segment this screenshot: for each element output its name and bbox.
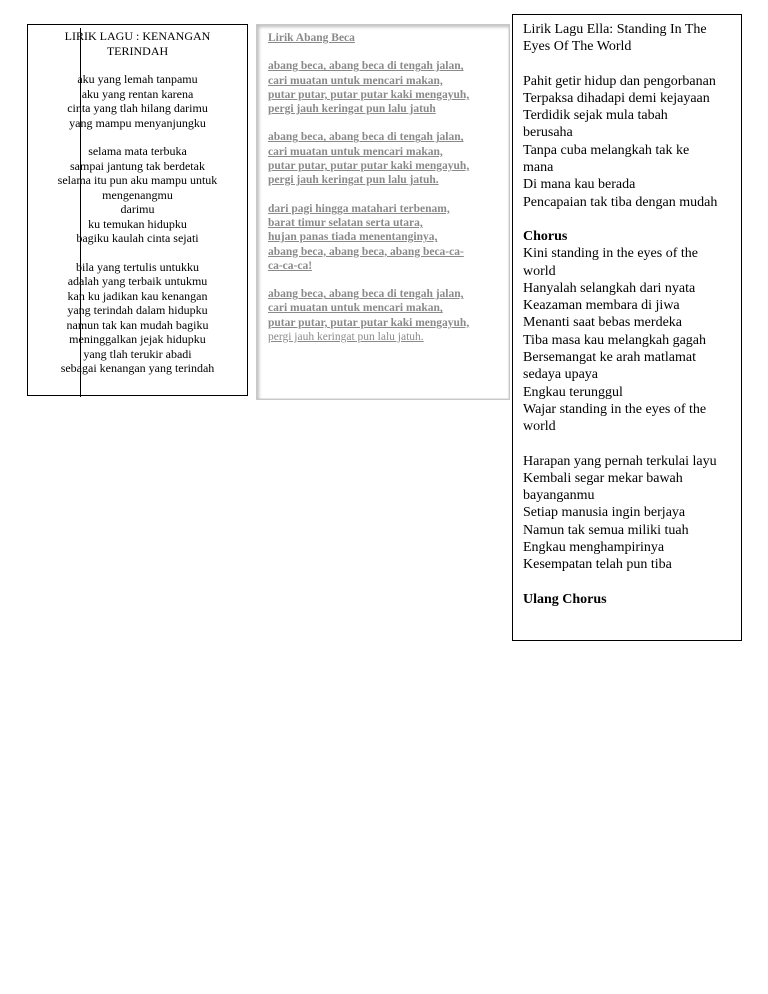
lyric-line: cari muatan untuk mencari makan,: [268, 302, 443, 315]
lyric-line: abang beca, abang beca di tengah jalan,: [268, 60, 464, 73]
lyric-line: yang mampu menyanjungku: [69, 115, 206, 130]
lyrics-box-abang-beca: [256, 24, 510, 400]
lyric-line: aku yang rentan karena: [81, 86, 194, 101]
lyric-line: Terdidik sejak mula tabah: [523, 108, 668, 124]
lyric-line: pergi jauh keringat pun lalu jatuh: [268, 103, 436, 116]
lyric-line: Tanpa cuba melangkah tak ke: [523, 142, 690, 158]
lyric-line: yang terindah dalam hidupku: [67, 303, 208, 317]
lyrics-title: [523, 21, 733, 56]
lyric-line: meninggalkan jejak hidupku: [69, 332, 206, 346]
lyric-line: Kesempatan telah pun tiba: [523, 557, 672, 573]
lyric-line: abang beca, abang beca, abang beca-ca-: [268, 245, 464, 258]
vertical-divider-line: [80, 28, 81, 397]
lyric-line: selama itu pun aku mampu untuk: [57, 173, 218, 187]
lyric-line: kan ku jadikan kau kenangan: [67, 288, 208, 303]
stanza: [268, 202, 509, 273]
lyric-line: berusaha: [523, 125, 573, 141]
lyric-line: Kini standing in the eyes of the: [523, 246, 698, 262]
lyric-line: cinta yang tlah hilang darimu: [67, 101, 208, 115]
title-line: LIRIK LAGU : KENANGAN: [64, 29, 211, 43]
lyric-line: bila yang tertulis untukku: [76, 259, 199, 274]
lyric-line: Menanti saat bebas merdeka: [523, 315, 682, 331]
lyric-line: Engkau terunggul: [523, 384, 623, 400]
stanza: [28, 144, 247, 246]
lyric-line: sedaya upaya: [523, 367, 599, 383]
verse: [523, 453, 733, 574]
lyric-line: abang beca, abang beca di tengah jalan,: [268, 131, 464, 144]
lyric-line: aku yang lemah tanpamu: [77, 72, 198, 86]
lyric-line: Setiap manusia ingin berjaya: [523, 505, 686, 521]
title-line: Lirik Lagu Ella: Standing In The: [523, 22, 707, 37]
title-line: Eyes Of The World: [523, 39, 632, 55]
lyric-line: darimu: [120, 202, 155, 216]
lyric-line: putar putar, putar putar kaki mengayuh,: [268, 88, 470, 101]
lyric-line: sebagai kenangan yang terindah: [60, 361, 215, 375]
stanza: [268, 287, 509, 344]
lyric-line: cari muatan untuk mencari makan,: [268, 74, 443, 87]
repeat-chorus-label: Ulang Chorus: [523, 591, 607, 607]
stanza: [268, 59, 509, 116]
lyric-line: Hanyalah selangkah dari nyata: [523, 280, 696, 296]
lyric-line: abang beca, abang beca di tengah jalan,: [268, 288, 464, 301]
lyric-line: Tiba masa kau melangkah gagah: [523, 332, 706, 348]
stanza: [28, 260, 247, 376]
lyric-line: putar putar, putar putar kaki mengayuh,: [268, 160, 470, 173]
lyrics-box-kenangan-terindah: [27, 24, 248, 396]
lyric-line: Pahit getir hidup dan pengorbanan: [523, 73, 716, 89]
lyric-line: cari muatan untuk mencari makan,: [268, 145, 443, 158]
lyrics-title: Lirik Abang Beca: [268, 32, 355, 44]
verse: [523, 73, 733, 211]
lyric-line: selama mata terbuka: [88, 144, 187, 158]
lyric-line: dari pagi hingga matahari terbenam,: [268, 202, 450, 215]
title-line: TERINDAH: [106, 43, 169, 58]
lyric-line: bagiku kaulah cinta sejati: [76, 231, 199, 245]
lyric-line: namun tak kan mudah bagiku: [66, 317, 209, 332]
lyric-line: mana: [523, 160, 554, 176]
lyric-line: Wajar standing in the eyes of the: [523, 401, 707, 417]
lyrics-box-standing-in-the-eyes: [512, 14, 742, 641]
lyric-line: bayanganmu: [523, 488, 595, 504]
stanza: [268, 130, 509, 187]
chorus-label: Chorus: [523, 228, 568, 244]
lyric-line: yang tlah terukir abadi: [83, 346, 192, 361]
lyric-line: putar putar, putar putar kaki mengayuh,: [268, 316, 470, 329]
lyric-line: pergi jauh keringat pun lalu jatuh.: [268, 174, 439, 187]
lyric-line: mengenangmu: [102, 187, 173, 202]
lyric-line: hujan panas tiada menentanginya,: [268, 231, 438, 244]
lyric-line: sampai jantung tak berdetak: [70, 158, 205, 173]
lyric-line: Bersemangat ke arah matlamat: [523, 350, 696, 366]
lyric-line: Kembali segar mekar bawah: [523, 470, 683, 486]
lyric-line: world: [523, 419, 556, 435]
lyric-line: barat timur selatan serta utara,: [268, 216, 423, 229]
lyric-line: adalah yang terbaik untukmu: [67, 274, 208, 288]
lyric-line: Pencapaian tak tiba dengan mudah: [523, 194, 718, 210]
lyric-line: ku temukan hidupku: [88, 216, 187, 231]
lyric-line: Harapan yang pernah terkulai layu: [523, 453, 717, 469]
lyric-line: pergi jauh keringat pun lalu jatuh.: [268, 331, 424, 344]
lyric-line: Engkau menghampirinya: [523, 540, 665, 556]
lyric-line: Keazaman membara di jiwa: [523, 298, 680, 314]
lyric-line: world: [523, 263, 556, 279]
lyric-line: Di mana kau berada: [523, 177, 636, 193]
lyrics-title: [32, 29, 243, 58]
chorus: [523, 228, 733, 436]
lyric-line: ca-ca-ca!: [268, 259, 313, 272]
stanza: [28, 72, 247, 130]
lyric-line: Terpaksa dihadapi demi kejayaan: [523, 90, 710, 106]
lyric-line: Namun tak semua miliki tuah: [523, 522, 689, 538]
